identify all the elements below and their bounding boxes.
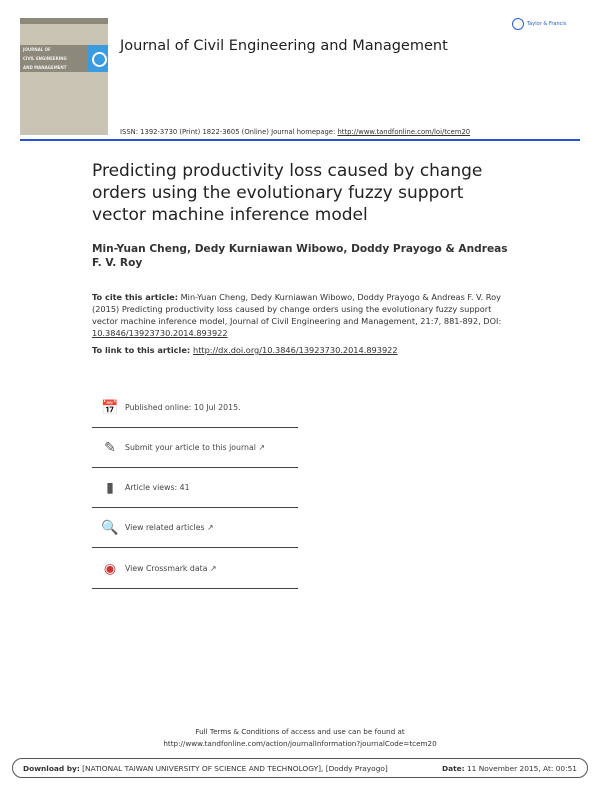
related-articles-icon: 🔍 [101, 519, 119, 536]
publisher-logo-icon [512, 18, 524, 30]
journal-cover-image: JOURNAL OF CIVIL ENGINEERING AND MANAGEMENT [20, 18, 108, 135]
homepage-link[interactable]: http://www.tandfonline.com/loi/tcem20 [337, 128, 471, 136]
doi-link[interactable]: 10.3846/13923730.2014.893922 [92, 328, 228, 338]
edit-icon: ✎ [104, 439, 116, 456]
terms-link[interactable]: http://www.tandfonline.com/action/journalInformation?journalCode=tcem20 [163, 739, 437, 748]
article-title: Predicting productivity loss caused by change orders using the evolutionary fuzzy support vector machine inference model [92, 161, 483, 225]
external-link-icon: ↗ [258, 443, 265, 452]
bar-chart-icon: ▮ [106, 479, 114, 496]
article-views-panel: ▮ Article views: 41 [92, 468, 298, 508]
crossmark-icon: ◉ [103, 560, 117, 577]
related-articles-link[interactable]: 🔍 View related articles ↗ [92, 508, 298, 548]
publisher-logo: Taylor & Francis [512, 18, 566, 30]
download-info-box: Download by: [NATIONAL TAIWAN UNIVERSITY OF SCIENCE AND TECHNOLOGY], [Doddy Prayogo] Date: 11 November 2015, At: 00:51 [12, 758, 588, 778]
terms-footer: Full Terms & Conditions of access and use can be found at http://www.tandfonline.com/action/journalInformation?journalCode=tcem20 [0, 726, 600, 750]
external-link-icon: ↗ [207, 523, 214, 532]
published-online-panel: 📅 Published online: 10 Jul 2015. [92, 388, 298, 428]
calendar-icon: 📅 [101, 399, 119, 416]
citation: To cite this article: Min-Yuan Cheng, Dedy Kurniawan Wibowo, Doddy Prayogo & Andreas F. V. Roy (2015) Predicting productivity loss caused by change orders using the evolutionary fuzzy support vector machine inference model, Journal of Civil Engineering and Management, 21:7, 881-892, DOI: 10.3846/13923730.2014.893922 [92, 292, 502, 338]
article-link-line: To link to this article: http://dx.doi.org/10.3846/13923730.2014.893922 [92, 345, 398, 355]
crossmark-link[interactable]: ◉ View Crossmark data ↗ [92, 549, 298, 589]
submit-article-link[interactable]: ✎ Submit your article to this journal ↗ [92, 428, 298, 468]
article-authors: Min-Yuan Cheng, Dedy Kurniawan Wibowo, Doddy Prayogo & Andreas F. V. Roy [92, 243, 508, 269]
header-divider [20, 139, 580, 141]
issn-line: ISSN: 1392-3730 (Print) 1822-3605 (Online) Journal homepage: http://www.tandfonline.com/loi/tcem20 [120, 128, 471, 136]
journal-title: Journal of Civil Engineering and Management [120, 38, 448, 54]
article-link[interactable]: http://dx.doi.org/10.3846/13923730.2014.893922 [193, 345, 398, 355]
external-link-icon: ↗ [209, 564, 217, 573]
